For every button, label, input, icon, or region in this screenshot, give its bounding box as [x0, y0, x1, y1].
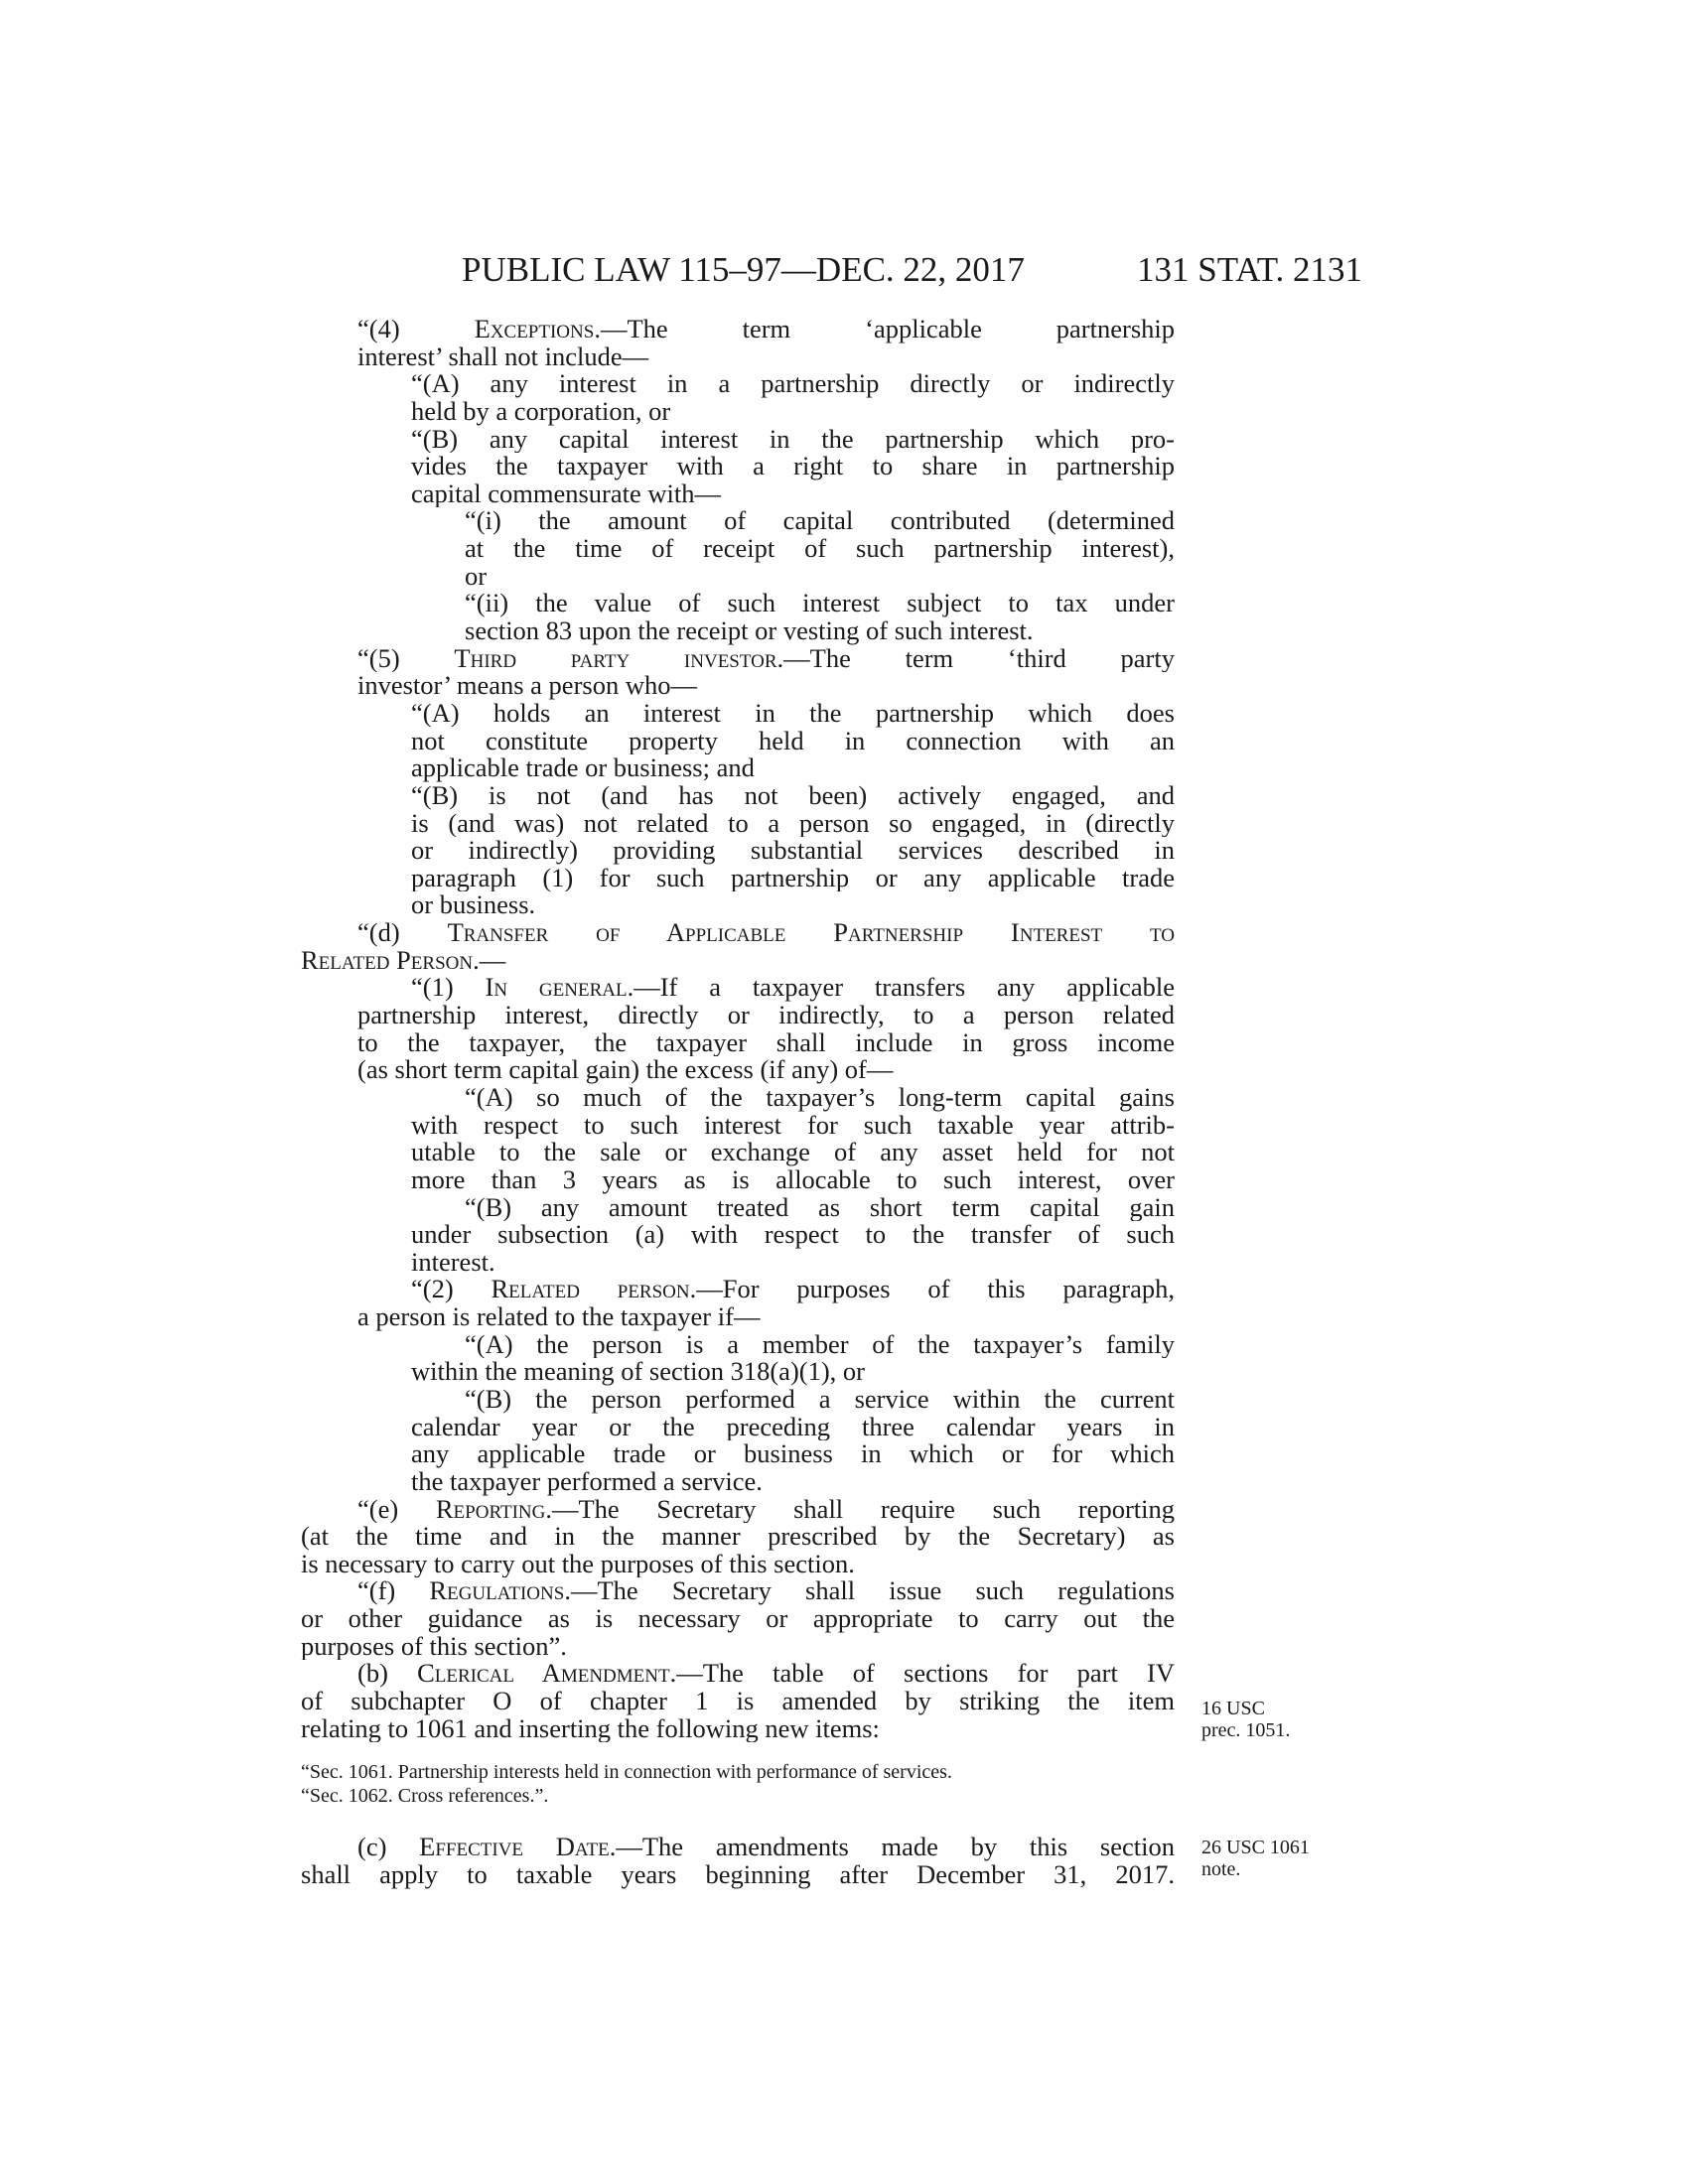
text-line: “(A) holds an interest in the partnership which does — [411, 699, 1175, 728]
text-line: or other guidance as is necessary or appropriate to carry out the — [301, 1605, 1175, 1633]
text-line — [301, 1276, 1175, 1303]
text-line: any applicable trade or business in which or for which — [411, 1440, 1175, 1468]
text-line: “(A) any interest in a partnership directly or indirectly — [411, 370, 1175, 398]
text-line: vides the taxpayer with a right to share in partnership — [411, 453, 1175, 480]
line-text: .—The term ‘applicable partnership — [594, 316, 1175, 343]
line-text: .—The Secretary shall issue such regulations — [564, 1577, 1175, 1606]
text-line: shall apply to taxable years beginning after December 31, 2017. — [301, 1860, 1175, 1889]
margin-note-line: note. — [1201, 1858, 1241, 1880]
paragraph-number: “(f) — [357, 1577, 430, 1606]
paragraph-heading: Transfer of Applicable Partnership Interest to — [447, 919, 1175, 947]
text-line — [301, 974, 1175, 1002]
line-text: .—The table of sections for part IV — [669, 1660, 1175, 1689]
text-line: relating to 1061 and inserting the following new items: — [301, 1714, 880, 1743]
text-line: with respect to such interest for such taxable year attrib- — [411, 1111, 1175, 1140]
paragraph-number: “(1) — [411, 974, 486, 1003]
text-line: “(B) any capital interest in the partnership which pro- — [411, 425, 1175, 454]
toc-entry: “Sec. 1062. Cross references.”. — [301, 1785, 549, 1808]
paragraph-number: “(5) — [357, 644, 455, 673]
text-line: partnership interest, directly or indirectly, to a person related — [357, 1002, 1175, 1029]
text-line: paragraph (1) for such partnership or any applicable trade — [411, 864, 1175, 892]
paragraph-heading: Regulations — [429, 1577, 565, 1606]
margin-note-line: 26 USC 1061 — [1201, 1837, 1310, 1858]
paragraph-number: (c) — [357, 1834, 420, 1861]
section-body — [301, 316, 1175, 1742]
text-line: of subchapter O of chapter 1 is amended by striking the item — [301, 1688, 1175, 1715]
text-line: or — [465, 562, 488, 591]
paragraph-heading: Effective Date — [419, 1834, 610, 1861]
table-of-sections-insert — [301, 1760, 1175, 1808]
text-line — [301, 316, 1175, 343]
text-line: not constitute property held in connection with an — [411, 727, 1175, 755]
margin-note-effective-date — [1201, 1837, 1310, 1880]
text-line: “(B) any amount treated as short term capital gain — [465, 1193, 1175, 1222]
text-line: to the taxpayer, the taxpayer shall include in gross income — [357, 1028, 1175, 1057]
text-line — [301, 1577, 1175, 1605]
line-text: .—If a taxpayer transfers any applicable — [627, 974, 1175, 1003]
margin-note-clerical — [1201, 1698, 1290, 1741]
text-line: the taxpayer performed a service. — [411, 1467, 763, 1496]
text-line: investor’ means a person who— — [357, 672, 697, 700]
page-number: 131 STAT. 2131 — [1137, 250, 1362, 289]
text-line: applicable trade or business; and — [411, 754, 755, 782]
text-line — [301, 1834, 1175, 1861]
text-line: or business. — [411, 891, 536, 920]
text-line — [301, 919, 1175, 947]
paragraph-number: (b) — [357, 1660, 418, 1689]
text-line: more than 3 years as is allocable to such interest, over — [411, 1165, 1175, 1194]
text-line: (as short term capital gain) the excess (if any) of— — [357, 1056, 894, 1084]
text-line: “(B) is not (and has not been) actively engaged, and — [411, 781, 1175, 810]
text-line — [301, 1660, 1175, 1688]
text-line: is necessary to carry out the purposes of this section. — [301, 1550, 855, 1578]
paragraph-number: “(e) — [357, 1495, 436, 1524]
text-line: under subsection (a) with respect to the transfer of such — [411, 1221, 1175, 1249]
line-text: .— — [473, 946, 506, 975]
text-line: purposes of this section”. — [301, 1632, 567, 1661]
text-line — [301, 1496, 1175, 1524]
text-line: interest. — [411, 1248, 495, 1277]
paragraph-heading: Related Person — [301, 946, 474, 975]
line-text: .—The amendments made by this section — [609, 1834, 1175, 1861]
paragraph-heading: Related person — [491, 1276, 690, 1304]
line-text: .—The term ‘third party — [776, 644, 1175, 673]
paragraph-heading: Exceptions — [474, 316, 595, 343]
text-line: “(B) the person performed a service within the current — [465, 1385, 1175, 1414]
text-line: held by a corporation, or — [411, 397, 671, 426]
text-line: calendar year or the preceding three calendar years in — [411, 1413, 1175, 1441]
text-line: “(A) the person is a member of the taxpayer’s family — [465, 1330, 1175, 1359]
text-line: capital commensurate with— — [411, 479, 722, 508]
statute-text — [301, 316, 1175, 1889]
margin-note-line: 16 USC — [1201, 1698, 1265, 1719]
effective-date-paragraph — [301, 1834, 1175, 1888]
line-text: .—The Secretary shall require such reporting — [545, 1495, 1175, 1524]
text-line: “(i) the amount of capital contributed (determined — [465, 507, 1175, 536]
line-text: .—For purposes of this paragraph, — [689, 1276, 1175, 1304]
text-line: within the meaning of section 318(a)(1), or — [411, 1358, 865, 1386]
text-line: utable to the sale or exchange of any asset held for not — [411, 1139, 1175, 1166]
text-line: a person is related to the taxpayer if— — [357, 1303, 761, 1331]
text-line: at the time of receipt of such partnership interest), — [465, 535, 1175, 563]
paragraph-heading: In general — [485, 974, 628, 1003]
text-line: “(A) so much of the taxpayer’s long-term capital gains — [465, 1083, 1175, 1112]
text-line — [301, 645, 1175, 673]
running-header-title: PUBLIC LAW 115–97—DEC. 22, 2017 — [462, 250, 1025, 289]
text-line: interest’ shall not include— — [357, 342, 649, 371]
paragraph-heading: Clerical Amendment — [417, 1660, 670, 1689]
text-line: is (and was) not related to a person so engaged, in (directly — [411, 809, 1175, 838]
margin-note-line: prec. 1051. — [1201, 1719, 1291, 1741]
paragraph-number: “(2) — [411, 1276, 492, 1304]
paragraph-heading: Reporting — [435, 1495, 546, 1524]
text-line: section 83 upon the receipt or vesting of such interest. — [465, 617, 1034, 645]
text-line: (at the time and in the manner prescribed by the Secretary) as — [301, 1523, 1175, 1551]
toc-entry: “Sec. 1061. Partnership interests held in connection with performance of services. — [301, 1761, 952, 1784]
paragraph-number: “(d) — [357, 919, 448, 947]
text-line — [301, 947, 1175, 975]
paragraph-number: “(4) — [357, 316, 475, 343]
text-line: or indirectly) providing substantial services described in — [411, 837, 1175, 865]
text-line: “(ii) the value of such interest subject to tax under — [465, 590, 1175, 618]
paragraph-heading: Third party investor — [454, 644, 777, 673]
